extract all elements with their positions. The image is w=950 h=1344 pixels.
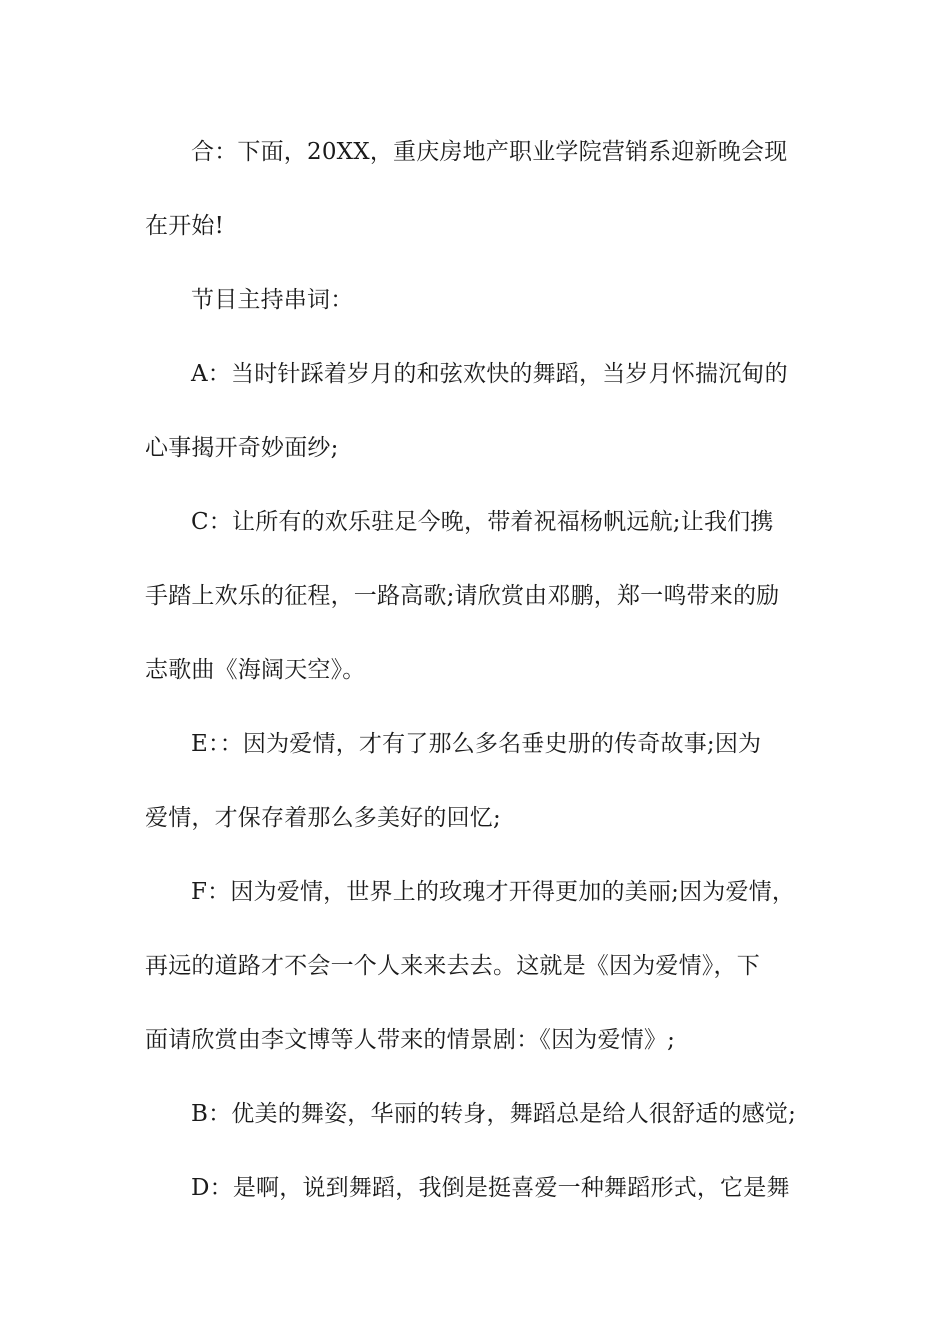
document-body [145,130,810,1240]
text-line: C：让所有的欢乐驻足今晚，带着祝福杨帆远航;让我们携 [191,509,774,535]
text-line: 面请欣赏由李文博等人带来的情景剧：《因为爱情》; [145,1027,676,1053]
text-line: D：是啊，说到舞蹈，我倒是挺喜爱一种舞蹈形式，它是舞 [191,1175,790,1201]
text-line: 合：下面，20XX，重庆房地产职业学院营销系迎新晚会现 [191,139,788,165]
text-line: B：优美的舞姿，华丽的转身，舞蹈总是给人很舒适的感觉; [191,1101,797,1127]
text-line: A：当时针踩着岁月的和弦欢快的舞蹈，当岁月怀揣沉甸的 [191,361,788,387]
text-line: 心事揭开奇妙面纱; [145,435,339,461]
text-line: 节目主持串词： [191,287,354,313]
text-line: F：因为爱情，世界上的玫瑰才开得更加的美丽;因为爱情， [191,879,796,905]
text-line: 再远的道路才不会一个人来来去去。这就是《因为爱情》，下 [145,953,760,979]
text-line: 手踏上欢乐的征程，一路高歌;请欣赏由邓鹏，郑一鸣带来的励 [145,583,780,609]
text-line: E：：因为爱情，才有了那么多名垂史册的传奇故事;因为 [191,731,762,757]
text-line: 在开始! [145,213,225,239]
text-line: 志歌曲《海阔天空》。 [145,657,366,683]
text-line: 爱情，才保存着那么多美好的回忆; [145,805,501,831]
